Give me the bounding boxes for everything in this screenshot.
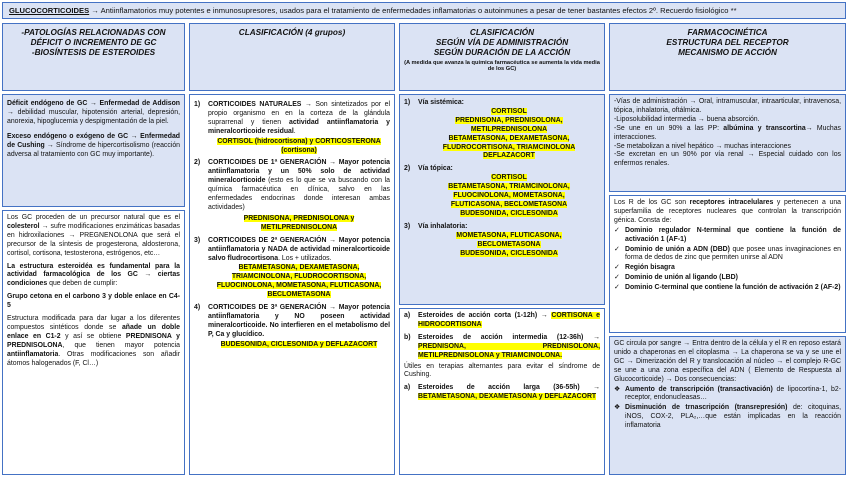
group-3-activity: Mayor potencia antiinflamatoria y NADA de actividad mineralcorticoide salvo fludrocortisona <box>208 236 391 262</box>
consequence-label: Disminución de trnascripción (transrepresión) <box>625 404 788 412</box>
mod-text-e: , que tienen mayor potencia <box>62 341 180 349</box>
pk-binding-end: → Muchas interacciones. <box>614 124 842 141</box>
structure-title: La estructura esteroidéa es fundamental para la actividad farmacológica de los GC → <box>7 262 180 279</box>
col2-header <box>189 23 395 91</box>
check-icon: ✓ <box>614 264 620 272</box>
check-icon: ✓ <box>614 284 620 292</box>
col4-header <box>609 23 846 91</box>
group-3-title: CORTICOIDES DE 2ª GENERACIÓN <box>208 236 327 244</box>
list-item <box>614 274 841 283</box>
group-2-text: (esto es lo que se va buscando con la química farmacéutica en clínica, salvo en las enfermedades endocrinas donde interesan ambas actividades) <box>208 177 390 211</box>
pk-excretion: -Se excretan en un 90% por vía renal → Especial cuidado con los enfermos renales. <box>614 151 841 168</box>
structure-conditions: ciertas condiciones <box>7 271 180 288</box>
group-4-arrow: → <box>326 304 339 312</box>
duration-1-arrow: → <box>537 312 552 319</box>
group-2-number: 2) <box>194 159 201 167</box>
duration-short <box>404 312 600 330</box>
domain-label: Dominio de unión a ADN (DBD) <box>625 245 730 253</box>
pk-metabolism: -Se metabolizan a nivel hepático → muchas interacciones <box>614 142 791 150</box>
route-2-drugs: CORTISOL BETAMETASONA, TRIAMCINOLONA, FLUOCINOLONA, MOMETASONA, FLUTICASONA, BECLOMETASONA BUDESONIDA, CICLESONIDA <box>448 174 570 217</box>
rec-intro-b: receptores intracelulares <box>689 199 774 206</box>
mechanism-text: GC circula por sangre → Entra dentro de la célula y el R en reposo estará unido a chaperonas en el citoplasma → La chaperona se va y se une el GC → Dimerización del R y translocación al núcleo → el complejo R-GC se une a una zona específica del ADN ( Elemento de Respuesta al Glucocorticoide) → Dos consecuencias: <box>614 340 841 383</box>
domain-text: que posee unas invaginaciones en forma de dedos de zinc que permiten unirse al ADN <box>625 245 841 262</box>
structure-text: que deben de cumplir: <box>47 280 118 288</box>
col3-header-note: (A medida que avanza la química farmacéutica se aumenta la vida media de los GC) <box>404 59 600 73</box>
group-1 <box>194 101 390 155</box>
domain-label: Dominio regulador N-terminal que contiene la función de activación 1 (AF-1) <box>625 226 841 243</box>
group-1-activity: actividad antiinflamatoria y mineralcorticoide residual <box>208 118 390 135</box>
routes-box <box>399 94 605 305</box>
route-1-title: Vía sistémica: <box>418 99 464 106</box>
group-2-title: CORTICOIDES DE 1ª GENERACIÓN <box>208 159 327 167</box>
mod-text-a: Estructura modificada para dar lugar a los diferentes compuestos sintéticos donde se <box>7 315 180 331</box>
duration-2-note: Útiles en terapias alternantes para evitar el síndrome de Cushing. <box>404 362 600 379</box>
group-3 <box>194 237 390 300</box>
group-1-end: . <box>293 127 296 135</box>
domain-label: Región bisagra <box>625 264 675 272</box>
pk-absorption: -Liposolubilidad intermedia → buena absorción. <box>614 115 760 123</box>
list-item <box>614 386 841 404</box>
check-icon: ✓ <box>614 245 620 253</box>
col4-header-line3: MECANISMO DE ACCIÓN <box>678 47 777 57</box>
col4-header-line2: ESTRUCTURA DEL RECEPTOR <box>666 37 789 47</box>
mod-double-bond: añade un doble enlace en C1-2 <box>7 323 180 340</box>
mod-text-c: y así se obtiene <box>60 332 126 340</box>
column-pharmacokinetics <box>609 23 846 475</box>
group-1-number: 1) <box>194 101 201 108</box>
group-4-number: 4) <box>194 304 201 312</box>
route-1-drugs: CORTISOL PREDNISONA, PREDNISOLONA, METILPREDNISOLONA BETAMETASONA, DEXAMETASONA, FLUDROCORTISONA, TRIAMCINOLONA DEFLAZACORT <box>442 107 576 160</box>
group-2-arrow: → <box>326 159 339 167</box>
group-2 <box>194 159 390 232</box>
duration-1-number: a) <box>404 312 411 319</box>
route-2-number: 2) <box>404 165 411 173</box>
pk-binding: -Se une en un 90% a las PP: <box>614 124 724 132</box>
duration-2-title: Esteroides de acción intermedia (12-36h) <box>418 333 584 341</box>
group-1-title: CORTICOIDES NATURALES <box>208 101 302 108</box>
domain-label: Dominio C-terminal que contiene la función de activación 2 (AF-2) <box>625 284 841 292</box>
route-inhaled <box>404 223 600 259</box>
group-3-text: . Los + utilizados. <box>278 254 332 262</box>
cushing-text: → Síndrome de hipercortisolismo (reacción adversa al tratamiento con GC muy importante). <box>7 141 181 158</box>
top-banner <box>2 2 846 19</box>
rec-intro-a: Los R de los GC son <box>614 199 690 206</box>
duration-3-arrow: → <box>579 384 600 392</box>
banner-label: GLUCOCORTICOIDES <box>9 5 90 15</box>
bio-text-a: Los GC proceden de un precursor natural que es el <box>7 214 180 221</box>
route-2-title: Vía tópica: <box>418 165 453 173</box>
group-2-drugs: PREDNISONA, PREDNISOLONA y METILPREDNISOLONA <box>243 214 355 231</box>
duration-box <box>399 308 605 475</box>
diamond-icon: ❖ <box>614 385 621 393</box>
col1-header-line1: -PATOLOGÍAS RELACIONADAS CON <box>21 28 166 37</box>
group-3-arrow: → <box>326 236 339 244</box>
check-icon: ✓ <box>614 274 620 282</box>
diamond-icon: ❖ <box>614 404 621 412</box>
ketone-requirement: Grupo cetona en el carbono 3 y doble enlace en C4-5 <box>7 293 180 310</box>
group-4-drugs: BUDESONIDA, CICLESONIDA y DEFLAZACORT <box>220 340 378 348</box>
addison-text: → debilidad muscular, hipotensión arterial, depresión, anorexia, hipoglucemia y despigmentación de la piel. <box>7 108 180 125</box>
duration-1-title: Esteroides de acción corta (1-12h) <box>418 312 538 319</box>
mechanism-consequences <box>614 386 841 432</box>
consequence-label: Aumento de transcripción (transactivación) <box>625 385 773 393</box>
route-3-title: Vía inhalatoria: <box>418 222 468 230</box>
group-1-text: → Son sintetizados por el propio organismo en en la corteza de la glándula suprarrenal y tienen <box>208 101 391 126</box>
column-pathology <box>2 23 185 475</box>
bio-cholesterol: colesterol <box>7 222 40 230</box>
list-item <box>614 227 841 245</box>
route-3-number: 3) <box>404 222 411 230</box>
group-4 <box>194 304 390 350</box>
list-item <box>614 246 841 264</box>
group-1-drugs: CORTISOL (hidrocortisona) y CORTICOSTERONA (cortisona) <box>217 137 381 154</box>
col4-header-line1: FARMACOCINÉTICA <box>687 28 768 37</box>
list-item <box>614 404 841 431</box>
consequence-text: de lipocortina-1, b2-receptor, endonucleasas… <box>625 385 841 402</box>
domain-label: Dominio de unión al ligando (LBD) <box>625 274 738 282</box>
duration-2-number: b) <box>404 333 411 341</box>
duration-intermediate <box>404 334 600 361</box>
duration-3-drugs: BETAMETASONA, DEXAMETASONA y DEFLAZACORT <box>418 393 597 401</box>
col3-header-line1: CLASIFICACIÓN <box>469 28 535 37</box>
duration-long <box>404 384 600 402</box>
col3-header-line2: SEGÚN VÍA DE ADMINISTRACIÓN <box>435 37 569 47</box>
group-2-activity: Mayor potencia antiinflamatoria y un 50% solo de actividad mineralcorticoide <box>208 159 391 185</box>
duration-3-title: Esteroides de acción larga (36-55h) <box>418 384 580 392</box>
mod-antiinflam: antiinflamatoria <box>7 350 59 358</box>
mechanism-box <box>609 336 846 475</box>
addison-title: Déficit endógeno de GC → Enfermedad de Addison <box>7 100 180 107</box>
col1-header <box>2 23 185 91</box>
column-classification <box>189 23 395 475</box>
duration-1-drugs: CORTISONA e HIDROCORTISONA <box>418 312 600 328</box>
cushing-title: Exceso endógeno o exógeno de GC → Enfermedad de Cushing <box>7 132 180 149</box>
receptor-domains <box>614 227 841 293</box>
duration-3-number: a) <box>404 384 411 392</box>
check-icon: ✓ <box>614 226 620 234</box>
mod-drugs: PREDNISONA y PREDNISOLONA <box>7 332 181 349</box>
route-systemic <box>404 99 600 161</box>
mod-text-g: . Otras modificaciones son añadir átomos halogenados (F, Cl…) <box>7 350 180 367</box>
duration-2-drugs: PREDNISONA, PREDNISOLONA, METILPREDNISOLONA y TRIAMCINOLONA. <box>418 342 600 359</box>
route-3-drugs: MOMETASONA, FLUTICASONA, BECLOMETASONA BUDESONIDA, CICLESONIDA <box>456 231 562 257</box>
duration-2-arrow: → <box>583 333 600 341</box>
biosynthesis-box <box>2 210 185 475</box>
pk-binding-proteins: albúmina y transcortina <box>723 124 806 132</box>
col2-header-title: CLASIFICACIÓN (4 grupos) <box>238 28 346 37</box>
col1-header-line2: DÉFICIT O INCREMENTO DE GC <box>30 37 157 47</box>
col3-header <box>399 23 605 91</box>
group-3-drugs: BETAMETASONA, DEXAMETASONA, TRIAMCINOLONA, FLUDROCORTISONA, FLUOCINOLONA, MOMETASONA, FLUTICASONA, BECLOMETASONA <box>216 264 382 299</box>
route-1-number: 1) <box>404 99 411 106</box>
rec-intro-c: y pertenecen a una superfamilia de receptores nucleares que controlan la transcripción génica. Consta de: <box>614 199 841 224</box>
consequence-text: de: citoquinas, iNOS, COX-2, PLA₂,…que están implicadas en la reacción inflamatoria <box>625 404 841 430</box>
col1-header-line3: -BIOSÍNTESIS DE ESTEROIDES <box>31 47 156 57</box>
group-4-title: CORTICOIDES DE 3ª GENERACIÓN <box>208 304 327 312</box>
groups-box <box>189 94 395 475</box>
pk-routes: -Vías de administración → Oral, intramuscular, intraarticular, intravenosa, tópica, inhalatoria, oftálmica. <box>614 98 841 114</box>
banner-text: → Antiinflamatorios muy potentes e inmunosupresores, usados para el tratamiento de enfermedades inflamatorias o autoinmunes a pesar de tener bastantes efectos 2º. Recuerdo fisiológico ** <box>91 5 737 15</box>
group-3-number: 3) <box>194 236 201 244</box>
list-item <box>614 284 841 293</box>
pk-box <box>609 94 846 192</box>
route-topical <box>404 165 600 218</box>
pathology-box <box>2 94 185 207</box>
group-4-activity: Mayor potencia antiinflamatoria y NO poseen actividad mineralcorticoide. No interfieren en el metabolismo del P, Ca y glucídico. <box>208 304 391 338</box>
bio-text-c: → sufre modificaciones enzimáticas basadas en hidroxilaciones → PREGNENOLONA que será el precursor de la síntesis de progesterona, aldosterona, cortisol, cortisona, testosterona, estrógenos, etc… <box>7 222 180 257</box>
list-item <box>614 264 841 273</box>
summary-sheet <box>2 2 846 475</box>
column-routes-duration <box>399 23 605 475</box>
col3-header-line3: SEGÚN DURACIÓN DE LA ACCIÓN <box>433 47 571 57</box>
receptor-box <box>609 195 846 333</box>
